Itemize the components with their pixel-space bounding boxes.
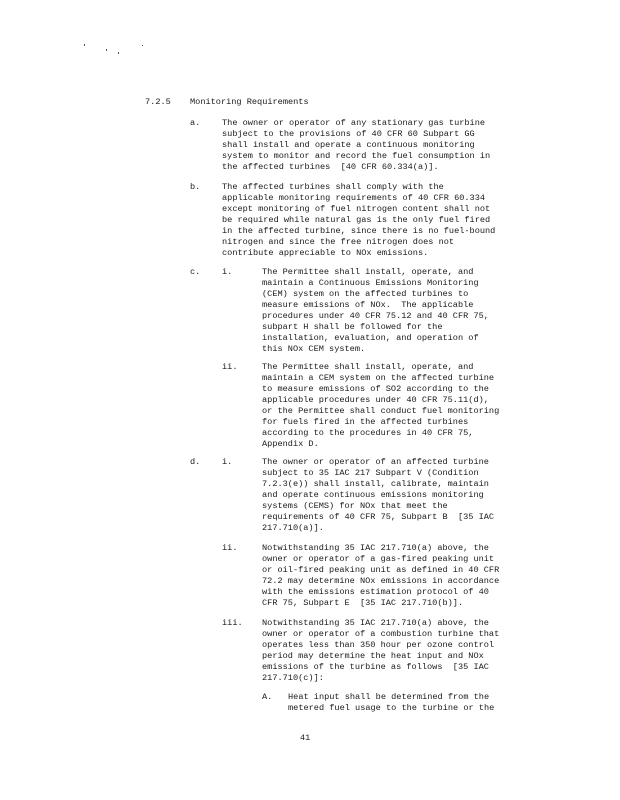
text-line: or oil-fired peaking unit as defined in 40 CFR bbox=[262, 565, 500, 575]
section-number: 7.2.5 bbox=[145, 97, 171, 107]
speck bbox=[84, 44, 85, 46]
text-line: The Permittee shall install, operate, and bbox=[262, 362, 474, 372]
text-line: contribute appreciable to NOx emissions. bbox=[222, 248, 429, 258]
text-line: The owner or operator of any stationary gas turbine bbox=[222, 118, 486, 128]
text-line: or the Permittee shall conduct fuel monitoring bbox=[262, 406, 500, 416]
text-line: Appendix D. bbox=[262, 439, 319, 449]
subitem-label-d-ii: ii. bbox=[222, 543, 238, 553]
text-line: period may determine the heat input and NOx bbox=[262, 651, 484, 661]
subitem-d-iii-text bbox=[262, 618, 499, 684]
item-a-text bbox=[222, 118, 490, 173]
subitem-d-ii-text bbox=[262, 543, 499, 609]
text-line: shall install and operate a continuous monitoring bbox=[222, 140, 475, 150]
text-line: owner or operator of a combustion turbine that bbox=[262, 629, 500, 639]
text-line: installation, evaluation, and operation of bbox=[262, 333, 479, 343]
subsubitem-d-iii-A-text bbox=[288, 692, 494, 714]
text-line: CFR 75, Subpart E [35 IAC 217.710(b)]. bbox=[262, 598, 464, 608]
subitem-label-d-iii: iii. bbox=[222, 618, 243, 628]
text-line: with the emissions estimation protocol of 40 bbox=[262, 587, 489, 597]
subitem-label-c-ii: ii. bbox=[222, 362, 238, 372]
item-label-a: a. bbox=[190, 118, 201, 128]
item-label-b: b. bbox=[190, 182, 201, 192]
text-line: 7.2.3(e)) shall install, calibrate, maintain bbox=[262, 479, 489, 489]
text-line: requirements of 40 CFR 75, Subpart B [35 IAC bbox=[262, 512, 495, 522]
text-line: subject to the provisions of 40 CFR 60 Subpart GG bbox=[222, 129, 475, 139]
text-line: subpart H shall be followed for the bbox=[262, 322, 443, 332]
subitem-d-i-text bbox=[262, 457, 494, 534]
text-line: maintain a CEM system on the affected turbine bbox=[262, 373, 495, 383]
text-line: (CEM) system on the affected turbines to bbox=[262, 289, 469, 299]
text-line: for fuels fired in the affected turbines bbox=[262, 417, 469, 427]
section-title: Monitoring Requirements bbox=[190, 97, 309, 107]
text-line: emissions of the turbine as follows [35 IAC bbox=[262, 662, 489, 672]
text-line: according to the procedures in 40 CFR 75, bbox=[262, 428, 474, 438]
text-line: nitrogen and since the free nitrogen does not bbox=[222, 237, 455, 247]
text-line: Heat input shall be determined from the bbox=[288, 692, 490, 702]
text-line: The affected turbines shall comply with the bbox=[222, 182, 444, 192]
text-line: this NOx CEM system. bbox=[262, 344, 366, 354]
text-line: to measure emissions of SO2 according to the bbox=[262, 384, 489, 394]
scan-specks bbox=[62, 40, 162, 60]
text-line: The owner or operator of an affected turbine bbox=[262, 457, 489, 467]
speck bbox=[142, 45, 143, 46]
text-line: be required while natural gas is the only fuel fired bbox=[222, 215, 491, 225]
text-line: metered fuel usage to the turbine or the bbox=[288, 703, 495, 713]
text-line: operates less than 350 hour per ozone control bbox=[262, 640, 495, 650]
text-line: in the affected turbine, since there is no fuel-bound bbox=[222, 226, 496, 236]
text-line: measure emissions of NOx. The applicable bbox=[262, 300, 474, 310]
text-line: procedures under 40 CFR 75.12 and 40 CFR 75, bbox=[262, 311, 489, 321]
speck bbox=[106, 49, 107, 51]
text-line: The Permittee shall install, operate, and bbox=[262, 267, 474, 277]
subitem-label-d-i: i. bbox=[222, 457, 233, 467]
speck bbox=[118, 52, 119, 54]
text-line: Notwithstanding 35 IAC 217.710(a) above, the bbox=[262, 543, 489, 553]
page-number: 41 bbox=[300, 733, 311, 743]
text-line: applicable procedures under 40 CFR 75.11(d), bbox=[262, 395, 489, 405]
subitem-c-i-text bbox=[262, 267, 489, 355]
text-line: the affected turbines [40 CFR 60.334(a)]. bbox=[222, 162, 439, 172]
text-line: system to monitor and record the fuel consumption in bbox=[222, 151, 491, 161]
item-label-d: d. bbox=[190, 457, 201, 467]
text-line: 217.710(c)]: bbox=[262, 673, 324, 683]
item-label-c: c. bbox=[190, 267, 201, 277]
text-line: Notwithstanding 35 IAC 217.710(a) above, the bbox=[262, 618, 489, 628]
item-b-text bbox=[222, 182, 495, 259]
text-line: subject to 35 IAC 217 Subpart V (Condition bbox=[262, 468, 479, 478]
text-line: and operate continuous emissions monitoring bbox=[262, 490, 484, 500]
subsubitem-label-d-iii-A: A. bbox=[262, 692, 273, 702]
text-line: 72.2 may determine NOx emissions in accordance bbox=[262, 576, 500, 586]
text-line: applicable monitoring requirements of 40 CFR 60.334 bbox=[222, 193, 486, 203]
text-line: maintain a Continuous Emissions Monitoring bbox=[262, 278, 479, 288]
text-line: 217.710(a)]. bbox=[262, 523, 324, 533]
subitem-label-c-i: i. bbox=[222, 267, 233, 277]
text-line: owner or operator of a gas-fired peaking unit bbox=[262, 554, 495, 564]
subitem-c-ii-text bbox=[262, 362, 499, 450]
text-line: except monitoring of fuel nitrogen content shall not bbox=[222, 204, 491, 214]
text-line: systems (CEMS) for NOx that meet the bbox=[262, 501, 448, 511]
